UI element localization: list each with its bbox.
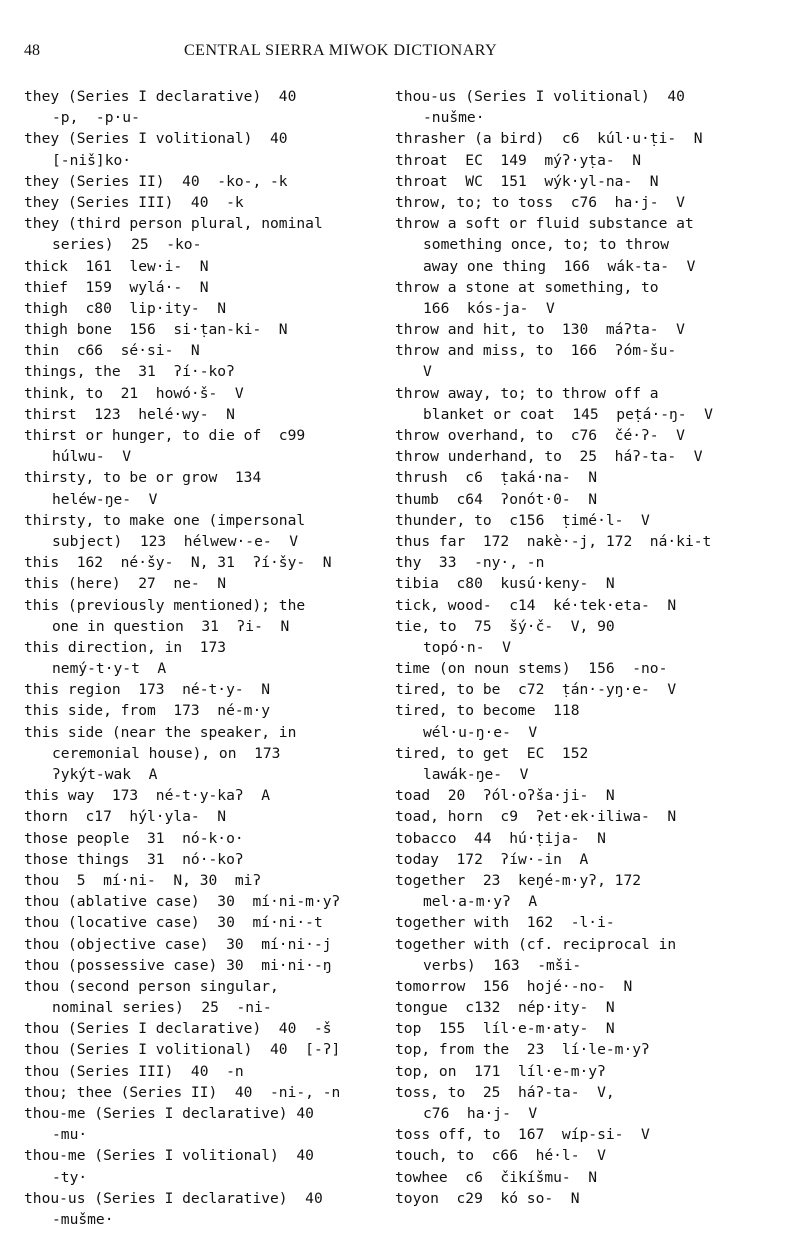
entry-line: tibia c80 kusú·keny- N <box>395 575 615 593</box>
entry-line: thirsty, to make one (impersonal <box>24 511 306 529</box>
entry-line: this way 173 né-t·y-kaʔ A <box>24 787 271 805</box>
entry-line: thin c66 sé·si- N <box>24 342 200 360</box>
entry-line: tobacco 44 hú·ṭija- N <box>395 829 606 847</box>
entry-line: thunder, to c156 ṭimé·l- V <box>395 511 650 529</box>
entry-line: they (Series II) 40 -ko-, -k <box>24 172 288 190</box>
entry-line: tired, to get EC 152 <box>395 744 589 762</box>
page-header <box>24 42 774 66</box>
entry-line: series) 25 -ko- <box>52 236 202 254</box>
entry-line: thou-me (Series I declarative) 40 <box>24 1105 314 1122</box>
entry-line: thou (objective case) 30 mí·ni·-j <box>24 935 332 953</box>
entry-line: thou-us (Series I volitional) 40 <box>395 88 685 105</box>
entry-line: lawák-ŋe- V <box>423 766 529 783</box>
entry-line: thirst 123 helé·wy- N <box>24 405 235 423</box>
entry-line: toyon c29 kó so- N <box>395 1189 580 1207</box>
entry-line: throw away, to; to throw off a <box>395 384 659 402</box>
entry-line: -mušme· <box>52 1210 114 1228</box>
entry-line: touch, to c66 hé·l- V <box>395 1147 606 1165</box>
entry-line: toad 20 ʔól·oʔša·ji- N <box>395 787 615 805</box>
entry-line: those people 31 nó-k·o· <box>24 829 244 847</box>
entry-line: toad, horn c9 ʔet·ek·iliwa- N <box>395 808 677 826</box>
entry-line: húlwu- V <box>52 448 132 466</box>
entry-line: throw a soft or fluid substance at <box>395 215 694 233</box>
entry-line: thumb c64 ʔonót·0- N <box>395 490 598 508</box>
entry-line: thigh c80 lip·ity- N <box>24 299 227 317</box>
entry-line: they (Series III) 40 -k <box>24 193 244 211</box>
entry-line: -mu· <box>52 1126 88 1144</box>
entry-line: wél·u-ŋ·e- V <box>423 723 538 741</box>
entry-line: top, on 171 líl·e-m·yʔ <box>395 1062 606 1080</box>
entry-line: things, the 31 ʔí·-koʔ <box>24 363 235 381</box>
entry-line: mel·a-m·yʔ A <box>423 893 538 911</box>
entry-line: thief 159 wylá·- N <box>24 278 209 296</box>
entry-line: thou (Series III) 40 -n <box>24 1062 244 1080</box>
entry-line: nominal series) 25 -ni- <box>52 999 272 1017</box>
entry-line: 166 kós-ja- V <box>423 299 555 317</box>
entry-line: tired, to be c72 ṭán·-yŋ·e- V <box>395 681 677 699</box>
entry-line: thou-us (Series I declarative) 40 <box>24 1189 323 1207</box>
entry-line: ceremonial house), on 173 <box>52 744 281 762</box>
entry-line: this (previously mentioned); the <box>24 596 306 614</box>
entry-line: thigh bone 156 si·ṭan-ki- N <box>24 321 288 339</box>
entry-line: away one thing 166 wák-ta- V <box>423 257 696 275</box>
entry-line: thirsty, to be or grow 134 <box>24 469 262 487</box>
entry-line: V <box>423 363 432 381</box>
entry-line: thick 161 lew·i- N <box>24 257 209 275</box>
entry-line: thou (Series I volitional) 40 [-ʔ] <box>24 1041 341 1059</box>
entry-line: something once, to; to throw <box>423 236 670 254</box>
entry-line: subject) 123 hélwew·-e- V <box>52 532 299 550</box>
entry-line: toss, to 25 háʔ-ta- V, <box>395 1083 615 1101</box>
entry-line: verbs) 163 -mši- <box>423 956 582 974</box>
entry-line: thy 33 -ny·, -n <box>395 554 545 572</box>
entry-line: together with (cf. reciprocal in <box>395 935 677 953</box>
entry-line: nemý-t·y-t A <box>52 660 167 678</box>
entry-line: this 162 né·šy- N, 31 ʔí·šy- N <box>24 554 332 572</box>
entry-line: this (here) 27 ne- N <box>24 575 227 593</box>
entry-line: this region 173 né-t·y- N <box>24 681 271 699</box>
entry-line: tongue c132 nép·ity- N <box>395 999 615 1017</box>
entry-line: this direction, in 173 <box>24 638 227 656</box>
entry-line: they (Series I declarative) 40 <box>24 88 297 105</box>
running-title: CENTRAL SIERRA MIWOK DICTIONARY <box>184 42 498 59</box>
entry-line: towhee c6 čikíšmu- N <box>395 1168 598 1186</box>
entry-line: thrasher (a bird) c6 kúl·u·ṭi- N <box>395 130 703 148</box>
entry-line: thou (possessive case) 30 mi·ni·-ŋ <box>24 956 332 974</box>
entry-line: together 23 keŋé-m·yʔ, 172 <box>395 871 642 889</box>
entry-line: tomorrow 156 hojé·-no- N <box>395 977 633 995</box>
entry-line: tie, to 75 šý·č- V, 90 <box>395 617 615 635</box>
entry-line: those things 31 nó·-koʔ <box>24 850 244 868</box>
entry-line: blanket or coat 145 peṭá·-ŋ- V <box>423 405 713 423</box>
entry-line: heléw-ŋe- V <box>52 490 158 508</box>
entry-line: thirst or hunger, to die of c99 <box>24 427 306 444</box>
entry-line: c76 ha·j- V <box>423 1105 538 1122</box>
entry-line: this side (near the speaker, in <box>24 723 297 741</box>
entry-line: top, from the 23 lí·le-m·yʔ <box>395 1041 650 1059</box>
entry-line: throw overhand, to c76 čé·ʔ- V <box>395 427 685 444</box>
entry-line: together with 162 -l·i- <box>395 914 615 932</box>
right-column <box>395 86 765 1209</box>
left-column <box>24 86 394 1230</box>
entry-line: -ty· <box>52 1168 88 1186</box>
entry-line: ʔykýt-wak A <box>52 766 158 783</box>
entry-line: today 172 ʔíw·-in A <box>395 850 589 868</box>
entry-line: throat EC 149 mýʔ·yṭa- N <box>395 151 642 169</box>
entry-line: thrush c6 ṭaká·na- N <box>395 469 598 487</box>
entry-line: throw and miss, to 166 ʔóm-šu- <box>395 342 677 360</box>
entry-line: thou (Series I declarative) 40 -š <box>24 1020 332 1038</box>
entry-line: throw, to; to toss c76 ha·j- V <box>395 193 685 211</box>
entry-line: think, to 21 howó·š- V <box>24 384 244 402</box>
entry-line: thou 5 mí·ni- N, 30 miʔ <box>24 871 262 889</box>
page-number: 48 <box>24 42 40 59</box>
entry-line: thou; thee (Series II) 40 -ni-, -n <box>24 1083 341 1101</box>
entry-line: one in question 31 ʔi- N <box>52 617 290 635</box>
entry-line: top 155 líl·e-m·aty- N <box>395 1020 615 1038</box>
entry-line: they (third person plural, nominal <box>24 215 323 233</box>
entry-line: throw and hit, to 130 máʔta- V <box>395 321 685 339</box>
entry-line: throw underhand, to 25 háʔ-ta- V <box>395 448 703 466</box>
entry-line: time (on noun stems) 156 -no- <box>395 660 668 678</box>
entry-line: this side, from 173 né-m·y <box>24 702 271 720</box>
entry-line: -nušme· <box>423 109 485 127</box>
entry-line: thorn c17 hýl·yla- N <box>24 808 227 826</box>
entry-line: toss off, to 167 wíp-si- V <box>395 1126 650 1144</box>
entry-line: tick, wood- c14 ké·tek·eta- N <box>395 596 677 614</box>
entry-line: tired, to become 118 <box>395 702 580 720</box>
entry-line: thou-me (Series I volitional) 40 <box>24 1147 314 1165</box>
entry-line: thou (ablative case) 30 mí·ni-m·yʔ <box>24 893 341 911</box>
entry-line: they (Series I volitional) 40 <box>24 130 288 148</box>
entry-line: thus far 172 nakè·-j, 172 ná·ki-t <box>395 532 712 550</box>
entry-line: throat WC 151 wýk·yl-na- N <box>395 172 659 190</box>
entry-line: thou (locative case) 30 mí·ni·-t <box>24 914 323 932</box>
entry-line: throw a stone at something, to <box>395 278 659 296</box>
entry-line: -p, -p·u- <box>52 109 140 127</box>
entry-line: [-niš]ko· <box>52 151 132 169</box>
entry-line: thou (second person singular, <box>24 977 279 995</box>
entry-line: topó·n- V <box>423 638 511 656</box>
